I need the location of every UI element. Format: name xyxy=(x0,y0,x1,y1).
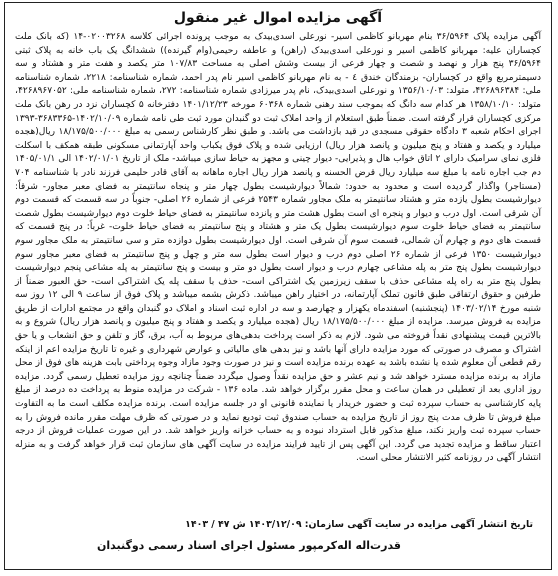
publish-date: تاریخ انتشار آگهی مزایده در سایت آگهی سازمان: ۱۴۰۳/۱۲/۰۹ ش ۴۷ / ۱۴۰۳ xyxy=(185,519,533,530)
signature: قدرت‌اله اله‌کرمپور مسئول اجرای اسناد رسمی دوگنبدان xyxy=(96,539,401,552)
notice-body xyxy=(15,31,541,466)
notice-frame xyxy=(4,2,552,570)
notice-title: آگهی مزایده اموال غیر منقول xyxy=(173,10,383,26)
notice-body-text: آگهی مزایده پلاک ۳۶/۵۹۶۴ بنام مهربانو کاظمی اسیر- نورعلی اسدی‌بیدک به موجب پرونده اجرائی کلاسه ۰۲۰۰۳۲۶۸-۱۴ (که بانک ملت کچساران علیه: مهربانو کاظمی اسیر و نورعلی اسدی‌بیدک (راهن) و عاطفه رحیمی(وام گیرنده)) ششدانگ یک باب خانه به پلاک ثبتی ۳۶/۵۹۶۴ پنج هزار و نهصد و شصت و چهار فرعی از بیست وشش اصلی به مساحت ۱۰۷/۸۳ متر یکصد و هفت متر و هشتاد و سه دسیمترمربع واقع در کچساران- بزمندگان خندق ٤ - به نام مهربانو کاظمی اسیر نام پدر احمد، شماره شناسنامه: ۲۲۱۸، شماره شناسنامه ملی: ۴۲۶۸۹۶۳۸۴، متولد: ۱۳۵۶/۱۰/۰۳ و نورعلی اسدی‌بیدک، نام پدر میرزادی شماره شناسنامه: ۲۷۲، شماره شناسنامه ملی: ۴۲۶۸۹۶۷۰۵۲، متولد: ۱۳۵۸/۱۰/۱۰ هر کدام سه دانگ که بموجب سند رهنی شماره ۶۰۳۶۸ مورخه ۱۴۰۱/۱۲/۲۳ دفترخانه ۵ کچساران نزد در رهن بانک ملت مرکزی کچساران قرار گرفته است. ضمناً طبق استعلام از واحد املاک ثبت دو گنبدان مورد ثبت طی نامه شماره ۱۴۰۲/۱۰/۰۹-۳۶۸۳۳۶۵-۱۳۹۳ اجرای احکام شعبه ۳ دادگاه حقوقی مسجدی در قید بازداشت می باشد. و طبق نظر کارشناس رسمی به مبلغ ۱۸/۱۷۵/۵۰۰/۰۰۰ ریال(هجده میلیارد و یکصد و هفتاد و پنج میلیون و پانصد هزار ریال) ارزیابی شده و پلاک فوق یکباب واحد آپارتمانی مسکونی طبقه همکف با اسکلت فلزی نمای سرامیک دارای ۲ اتاق خواب هال و پذیرایی- دیوار چینی و مجهز به حیاط سازی میباشد- ملک از تاریخ ۱۴۰۲/۰۱/۰۱ الی ۱۴۰۵/۰۱/۱ دم جب اجاره نامه با مبلغ سه میلیارد ریال قرض الحسنه و پانصد هزار ریال اجاره ماهانه به آقای قادر حلیمی فرزند نادر با شناسنامه ۷۰۴ (مستاجر) واگذار گردیده است و محدود به حدود: شمالاً دیوارشیست بطول چهار متر و پنجاه سانتیمتر به فضای معبر مجاور- شرقاً: دیوارشیست بطول یازده متر و هشتاد سانتیمتر به ملک مجاور شماره ۲۵۴۳ فرعی از شماره ۲۶ اصلی- جنوباً در سه قسمت که قسمت دوم آن شرقی است. اول درب و دیوار و پنجره ای است بطول هشت متر و پانزده سانتیمتر به فضای حیاط خلوت دوم دیوارشیست بطول شصت سانتیمتر به فضای حیاط خلوت سوم دیوارشیست بطول یک متر و هشتاد و پنج سانتیمتر به فضای حیاط خلوت- غرباً: در پنج قسمت که قسمت های دوم و چهارم آن شمالی، قسمت سوم آن شرقی است. اول دیوارشیست بطول دوازده متر و سی سانتیمتر به ملک مجاور سوم دیوارشیست ۱۳۵۰ فرعی از شماره ۲۶ اصلی دوم درب و دیوار است بطول سه متر و چهل و پنج سانتیمتر به فضای معبر مجاور سوم دیوارشیست بطول پنج متر به پله مشاعی چهارم درب و دیوار است بطول دو متر و بیست و پنج سانتیمتر به پله مشاعی پنجم دیوارشیست بطول پنج متر به راه پله مشاعی حذف با سقف زیرزمین یک اشتراکی است- حذف با سقف پله یک اشتراکی است- حق العبور ضمناً از طرفین و حقوق ارتفاقی طبق قانون تملک آپارتمانه، در اختیار راهن میباشد. ذکرش بشمه میباشد و پلاک فوق از ساعت ۹ الی ۱۲ روز سه شنبه مورخ ۱۴۰۳/۰۲/۱۴ (پنجشنبه) اسفندماه یکهزار و چهارصد و سه در اداره ثبت اسناد و املاک دو گنبدان واقع در مجتمع ادارات از طریق مزایده به فروش میرسد. مزایده از مبلغ ۱۸/۱۷۵/۵۰۰/۰۰۰ ریال (هجده میلیارد و یکصد و هفتاد و پنج میلیون و پانصد هزار ریال) شروع و به بالاترین قیمت پیشنهادی نقداً فروخته می شود. لازم به ذکر است پرداخت بدهی‌های مربوط به آب، برق، گاز و تلفن و حق انشعاب و یا حق اشتراک و مصرف در صورتی که مورد مزایده دارای آنها باشد و نیز بدهی های مالیاتی و عوارض شهرداری و غیره تا تاریخ مزایده اعم از اینکه رقم قطعی آن معلوم شده یا نشده باشد به عهده برنده مزایده است و نیز در صورت وجود مازاد وجوه پرداختی بابت هزینه های فوق از محل مازاد به برنده مزایده مسترد خواهد شد و نیم عشر و حق مزایده نقداً وصول میگردد ضمناً چنانچه روز مزایده تعطیل رسمی گردد. مزایده روز اداری بعد از تعطیلی در همان ساعت و محل مقرر برگزار خواهد شد. ماده ۱۳۶ - شرکت در مزایده منوط به پرداخت ده درصد از مبلغ پایه کارشناسی به حساب سپرده ثبت و حضور خریدار یا نماینده قانونی او در جلسه مزایده است. برنده مزایده مکلف است ما به التفاوت مبلغ فروش تا ظرف مدت پنج روز از تاریخ مزایده به حساب صندوق ثبت تودیع نماید و در صورتی که ظرف مهلت مقرر مانده فروش را به حساب سپرده ثبت واریز نکند، مبلغ مذکور قابل استرداد نبوده و به حساب خزانه واریز خواهد شد. در این صورت عملیات فروش از درجه اعتبار ساقط و مزایده تجدید می گردد. این آگهی پس از تایید فرایند مزایده در سایت آگهی های سازمان ثبت قرار خواهد گرفت و به منزله انتشار آگهی در روزنامه کثیر الانتشار محلی است. xyxy=(15,32,542,464)
